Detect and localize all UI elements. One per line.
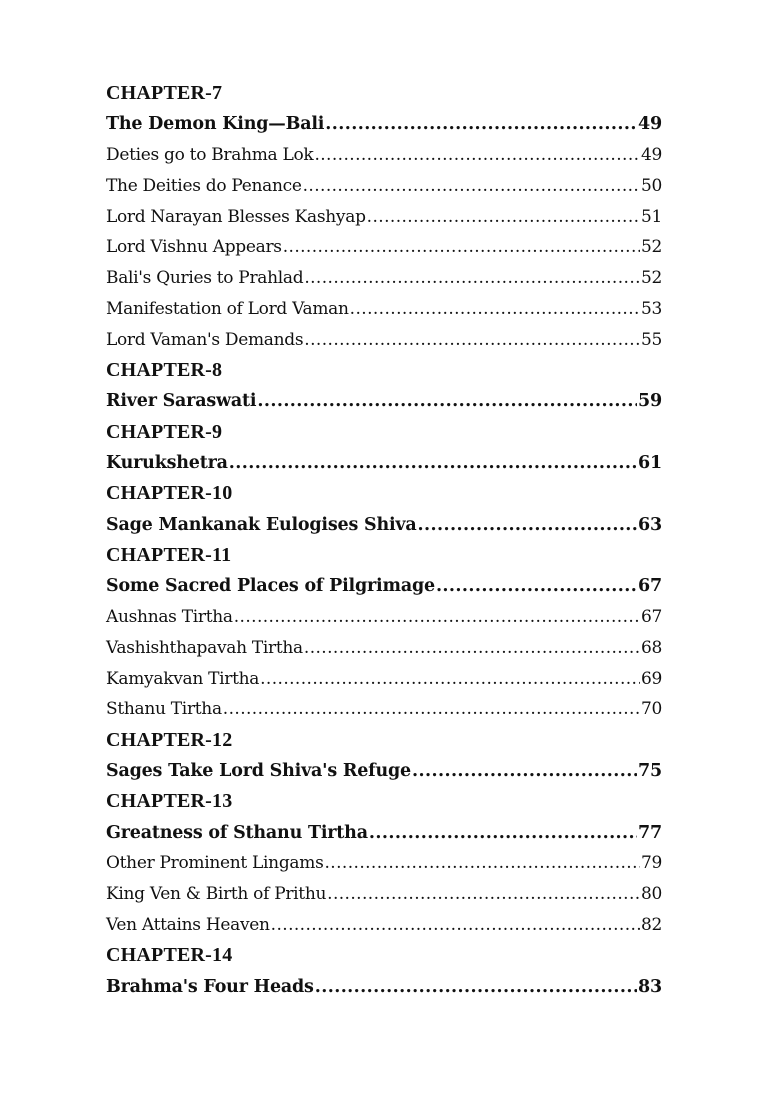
dot-leader [327,884,640,904]
page-number: 67 [640,606,662,627]
toc-entry[interactable] [106,632,662,663]
dot-leader [315,977,637,997]
toc-entry[interactable] [106,602,662,633]
dot-leader [303,176,640,196]
page-number: 77 [638,822,662,843]
entry-title: Aushnas Tirtha [106,606,233,627]
dot-leader [436,576,637,596]
chapter-heading: CHAPTER-12 [106,728,233,751]
toc-entry[interactable] [106,663,662,694]
page-number: 83 [638,976,662,997]
page-number: 53 [640,298,662,319]
toc-entry[interactable] [106,756,662,787]
chapter-heading: CHAPTER-14 [106,944,233,967]
entry-title: Lord Narayan Blesses Kashyap [106,206,366,227]
page-number: 68 [640,637,662,658]
chapter-heading: CHAPTER-11 [106,543,232,566]
dot-leader [325,114,637,134]
toc-entry[interactable] [106,324,662,355]
entry-title: The Demon King—Bali [106,114,325,135]
entry-title: Manifestation of Lord Vaman [106,298,349,319]
entry-title: King Ven & Birth of Prithu [106,884,327,905]
dot-leader [260,669,640,689]
dot-leader [367,207,640,227]
page-number: 79 [640,853,662,874]
page-number: 70 [640,699,662,720]
dot-leader [223,699,640,719]
dot-leader [418,515,638,535]
toc-entry[interactable] [106,201,662,232]
table-of-contents [106,78,662,1002]
entry-title: Other Prominent Lingams [106,853,324,874]
dot-leader [234,607,640,627]
page-number: 82 [640,914,662,935]
page-number: 67 [638,576,662,597]
toc-entry[interactable] [106,448,662,479]
chapter-heading: CHAPTER-7 [106,81,223,104]
entry-title: Greatness of Sthanu Tirtha [106,822,368,843]
toc-entry[interactable] [106,694,662,725]
entry-title: Brahma's Four Heads [106,976,314,997]
chapter-heading: CHAPTER-9 [106,420,223,443]
entry-title: Sage Mankanak Eulogises Shiva [106,514,417,535]
entry-title: Bali's Quries to Prahlad [106,268,304,289]
dot-leader [229,453,637,473]
page-number: 55 [640,329,662,350]
toc-entry[interactable] [106,848,662,879]
entry-title: Vashishthapavah Tirtha [106,637,303,658]
dot-leader [350,299,640,319]
toc-entry[interactable] [106,170,662,201]
toc-entry[interactable] [106,140,662,171]
dot-leader [257,391,637,411]
entry-title: Lord Vaman's Demands [106,329,304,350]
entry-title: The Deities do Penance [106,175,302,196]
page-number: 59 [638,391,662,412]
page-number: 50 [640,175,662,196]
toc-entry[interactable] [106,509,662,540]
toc-entry[interactable] [106,294,662,325]
toc-entry[interactable] [106,386,662,417]
entry-title: Some Sacred Places of Pilgrimage [106,576,435,597]
dot-leader [304,268,640,288]
dot-leader [283,237,640,257]
chapter-heading: CHAPTER-8 [106,359,223,382]
chapter-heading: CHAPTER-13 [106,790,233,813]
entry-title: Kamyakvan Tirtha [106,668,260,689]
page-number: 61 [638,452,662,473]
page-number: 52 [640,268,662,289]
page-number: 52 [640,237,662,258]
toc-entry[interactable] [106,109,662,140]
toc-entry[interactable] [106,817,662,848]
toc-entry[interactable] [106,879,662,910]
entry-title: River Saraswati [106,391,257,412]
page-number: 63 [638,514,662,535]
page-number: 51 [640,206,662,227]
page-number: 75 [638,760,662,781]
page-number: 49 [638,114,662,135]
entry-title: Lord Vishnu Appears [106,237,282,258]
entry-title: Kurukshetra [106,452,228,473]
page-number: 49 [640,144,662,165]
dot-leader [314,145,640,165]
entry-title: Sages Take Lord Shiva's Refuge [106,760,411,781]
dot-leader [412,761,637,781]
toc-entry[interactable] [106,263,662,294]
page-number: 80 [640,884,662,905]
dot-leader [304,638,640,658]
page-number: 69 [640,668,662,689]
toc-entry[interactable] [106,232,662,263]
dot-leader [369,823,637,843]
dot-leader [271,915,640,935]
dot-leader [304,330,640,350]
dot-leader [325,853,640,873]
entry-title: Ven Attains Heaven [106,914,270,935]
toc-entry[interactable] [106,910,662,941]
entry-title: Sthanu Tirtha [106,699,222,720]
entry-title: Deties go to Brahma Lok [106,144,314,165]
toc-entry[interactable] [106,571,662,602]
chapter-heading: CHAPTER-10 [106,482,233,505]
toc-entry[interactable] [106,971,662,1002]
